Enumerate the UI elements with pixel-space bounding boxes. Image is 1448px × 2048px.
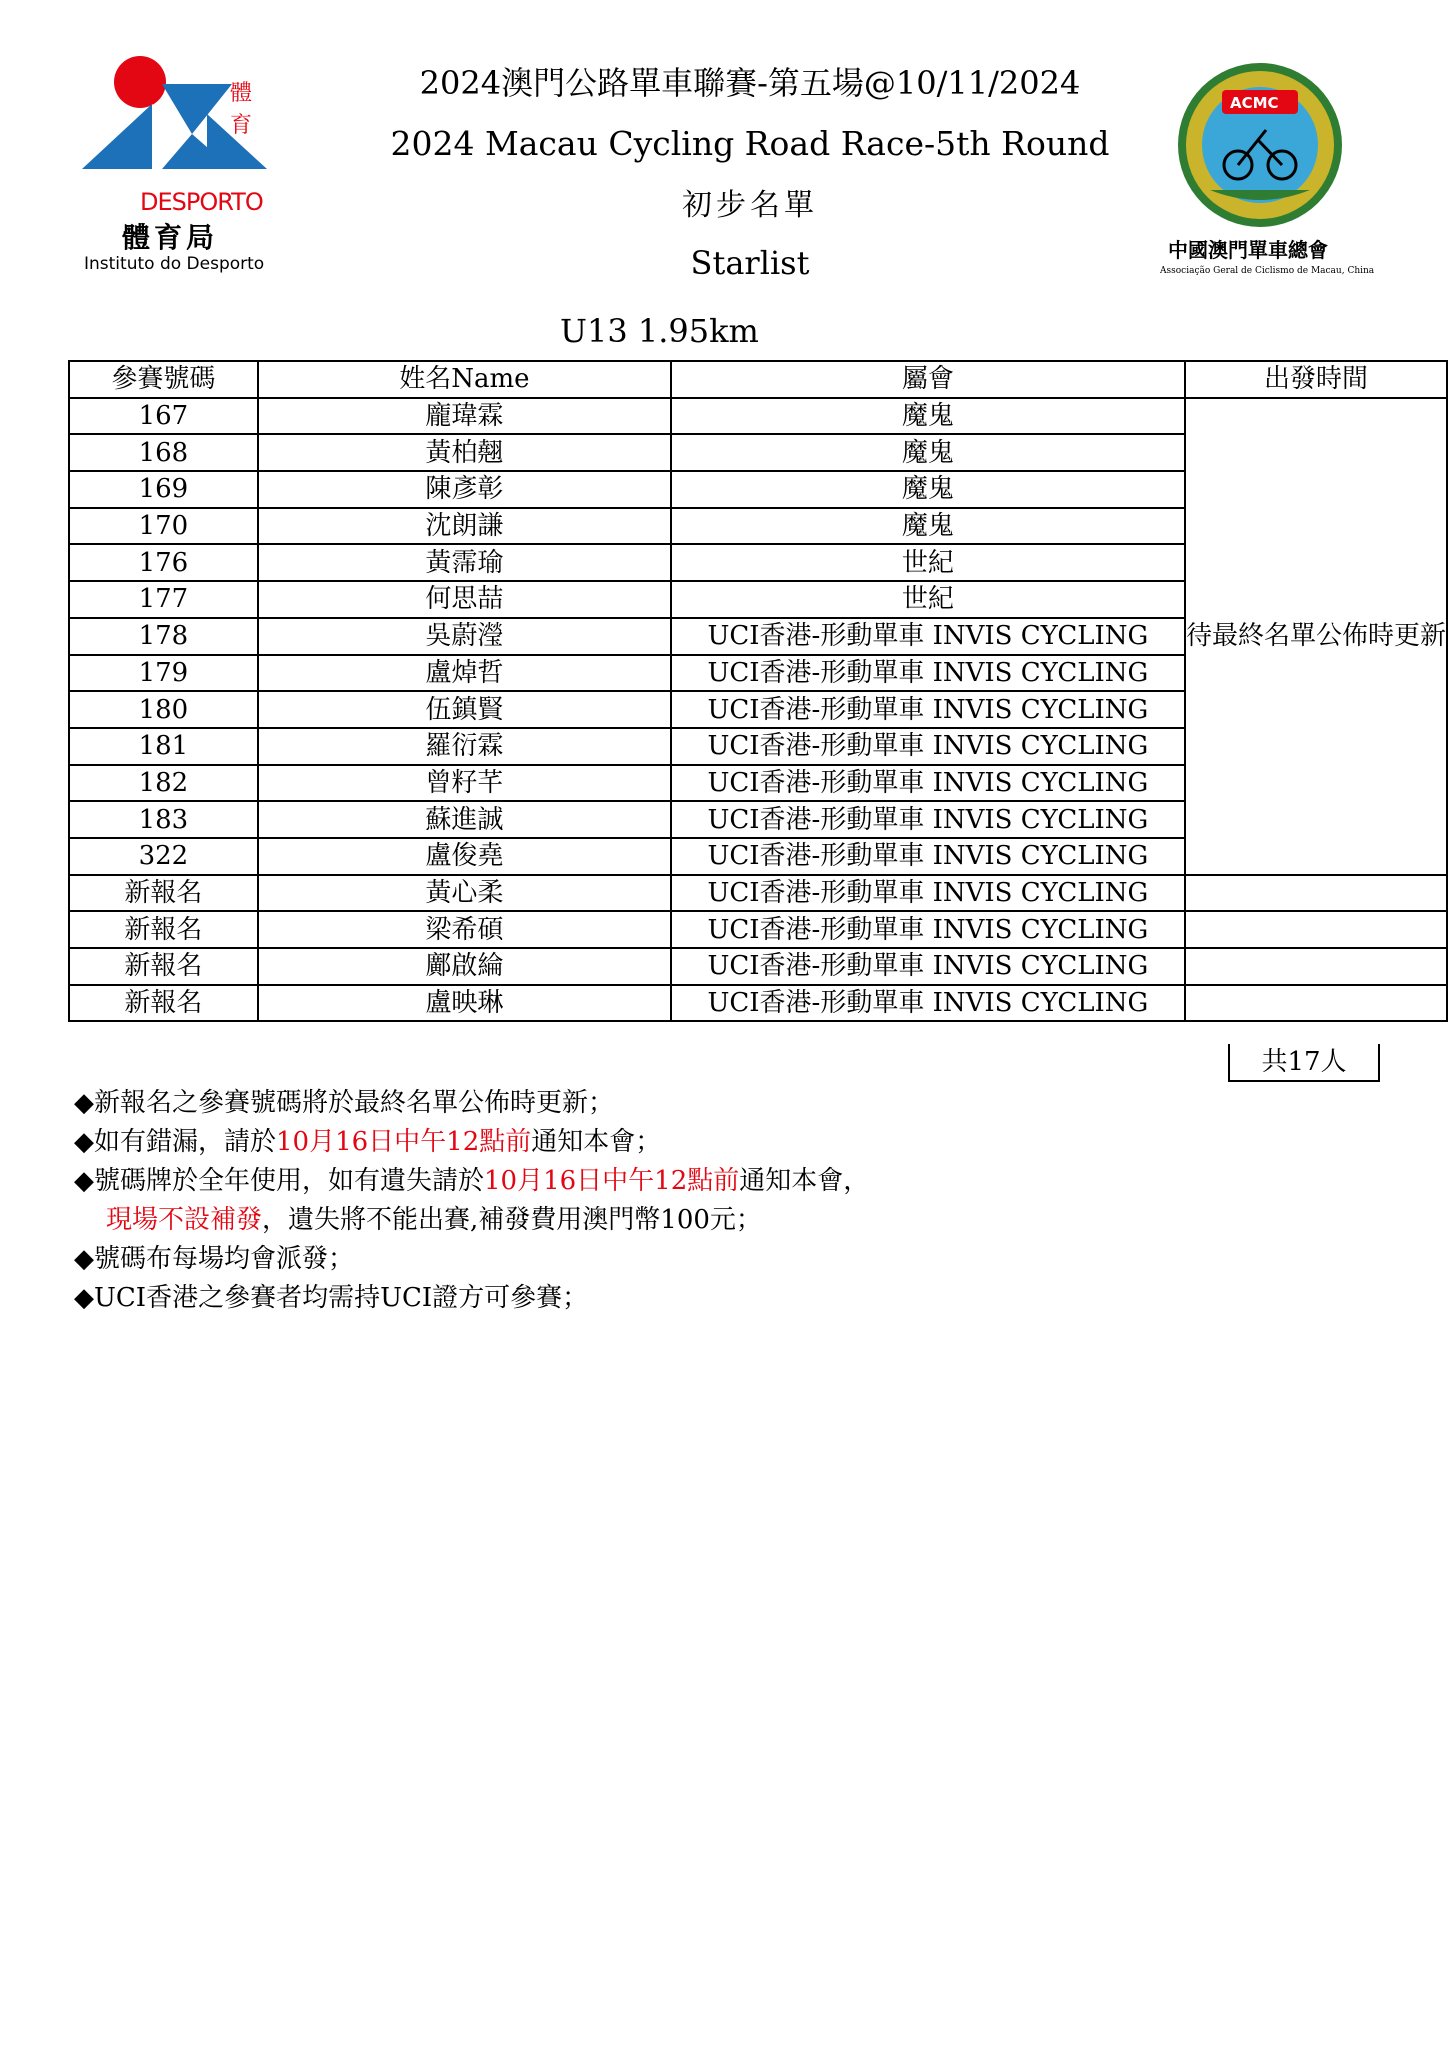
table-header-row [69,361,1447,398]
cell-club: UCI香港-形動單車 INVIS CYCLING [671,765,1185,802]
cell-bib-number: 182 [69,765,258,802]
cell-name: 伍鎮賢 [258,691,671,728]
cell-name: 黃心柔 [258,875,671,912]
cell-name: 黃柏翹 [258,434,671,471]
note-3-fee: ，遺失將不能出賽,補發費用澳門幣100元； [262,1205,762,1235]
cell-bib-number: 新報名 [69,948,258,985]
table-row [69,398,1447,435]
logo-char-2: 育 [230,113,253,138]
cell-name: 沈朗謙 [258,508,671,545]
logo-name-zh: 體育局 [122,221,219,254]
cell-name: 黃霈瑜 [258,544,671,581]
table-row [69,948,1447,985]
logo-char-1: 體 [230,81,253,106]
header-name: 姓名Name [258,361,671,398]
cell-bib-number: 322 [69,838,258,875]
cell-name: 龐瑋霖 [258,398,671,435]
cell-name: 陳彥彰 [258,471,671,508]
cell-start-time [1185,985,1447,1022]
cell-bib-number: 新報名 [69,875,258,912]
cell-name: 何思喆 [258,581,671,618]
cell-club: UCI香港-形動單車 INVIS CYCLING [671,948,1185,985]
cell-club: UCI香港-形動單車 INVIS CYCLING [671,838,1185,875]
cell-bib-number: 170 [69,508,258,545]
note-3-no-reissue: 現場不設補發 [106,1205,263,1235]
cell-club: 世紀 [671,544,1185,581]
title-en: 2024 Macau Cycling Road Race-5th Round [390,124,1110,163]
bullet-icon: ◆ [74,1166,94,1196]
note-2-deadline: 10月16日中午12點前 [276,1127,532,1157]
acmc-logo [1160,60,1375,290]
cell-start-time-pending: 待最終名單公佈時更新 [1185,398,1447,875]
cell-club: UCI香港-形動單車 INVIS CYCLING [671,728,1185,765]
bullet-icon: ◆ [74,1088,94,1118]
bullet-icon: ◆ [74,1283,94,1313]
cell-name: 吳蔚瀅 [258,618,671,655]
cell-name: 曾籽芊 [258,765,671,802]
cell-bib-number: 180 [69,691,258,728]
notes-section [74,1084,869,1318]
cell-bib-number: 167 [69,398,258,435]
cell-name: 羅衍霖 [258,728,671,765]
note-3-text-b: 通知本會， [739,1166,870,1196]
cell-club: 魔鬼 [671,508,1185,545]
header-start-time: 出發時間 [1185,361,1447,398]
cell-bib-number: 177 [69,581,258,618]
cell-bib-number: 181 [69,728,258,765]
note-5-text: UCI香港之參賽者均需持UCI證方可參賽； [94,1283,589,1313]
bullet-icon: ◆ [74,1127,94,1157]
cell-club: 魔鬼 [671,398,1185,435]
acmc-badge-icon [1170,60,1350,230]
cell-club: UCI香港-形動單車 INVIS CYCLING [671,875,1185,912]
cell-start-time [1185,875,1447,912]
note-2 [74,1123,869,1162]
cell-bib-number: 新報名 [69,985,258,1022]
cell-club: 魔鬼 [671,471,1185,508]
title-zh: 2024澳門公路單車聯賽-第五場@10/11/2024 [419,64,1081,102]
note-3 [74,1162,869,1201]
cell-bib-number: 183 [69,801,258,838]
cell-start-time [1185,911,1447,948]
note-3-text-a: 號碼牌於全年使用，如有遺失請於 [94,1166,485,1196]
note-5 [74,1279,869,1318]
cell-club: UCI香港-形動單車 INVIS CYCLING [671,801,1185,838]
cell-bib-number: 176 [69,544,258,581]
table-row [69,875,1447,912]
sports-bureau-logo [70,54,280,284]
header-club: 屬會 [671,361,1185,398]
subtitle-zh: 初步名單 [682,188,818,223]
document-titles [380,58,1120,294]
table-row [69,911,1447,948]
acmc-acronym: ACMC [1230,94,1279,112]
cell-bib-number: 178 [69,618,258,655]
subtitle-en: Starlist [690,244,810,282]
cell-club: 世紀 [671,581,1185,618]
cell-name: 盧映琳 [258,985,671,1022]
cell-bib-number: 168 [69,434,258,471]
note-4-text: 號碼布每場均會派發； [94,1244,355,1274]
note-2-text-a: 如有錯漏，請於 [94,1127,277,1157]
cell-name: 蘇進誠 [258,801,671,838]
cell-name: 盧焯哲 [258,655,671,692]
note-4 [74,1240,869,1279]
cell-club: UCI香港-形動單車 INVIS CYCLING [671,911,1185,948]
note-1 [74,1084,869,1123]
cell-club: UCI香港-形動單車 INVIS CYCLING [671,618,1185,655]
logo-name-pt: Instituto do Desporto [84,254,265,274]
bullet-icon: ◆ [74,1244,94,1274]
logo-vertical-text [230,78,252,142]
table-body [69,398,1447,1022]
note-3-deadline: 10月16日中午12點前 [484,1166,740,1196]
starlist-table [68,360,1448,1022]
note-3-continued [74,1201,869,1240]
note-1-text: 新報名之參賽號碼將於最終名單公佈時更新； [94,1088,615,1118]
cell-club: 魔鬼 [671,434,1185,471]
cell-name: 梁希碩 [258,911,671,948]
cell-club: UCI香港-形動單車 INVIS CYCLING [671,691,1185,728]
cell-bib-number: 新報名 [69,911,258,948]
cell-bib-number: 169 [69,471,258,508]
cell-bib-number: 179 [69,655,258,692]
total-count: 共17人 [1228,1044,1380,1082]
header-bib-number: 參賽號碼 [69,361,258,398]
cell-club: UCI香港-形動單車 INVIS CYCLING [671,985,1185,1022]
category-label: U13 1.95km [560,312,759,350]
note-2-text-b: 通知本會； [531,1127,662,1157]
cell-name: 鄺啟綸 [258,948,671,985]
acmc-name-pt: Associação Geral de Ciclismo de Macau, China [1160,266,1375,276]
logo-brand: DESPORTO [140,188,263,216]
cell-name: 盧俊堯 [258,838,671,875]
acmc-name-zh: 中國澳門單車總會 [1168,238,1328,262]
table-row [69,985,1447,1022]
cell-club: UCI香港-形動單車 INVIS CYCLING [671,655,1185,692]
cell-start-time [1185,948,1447,985]
